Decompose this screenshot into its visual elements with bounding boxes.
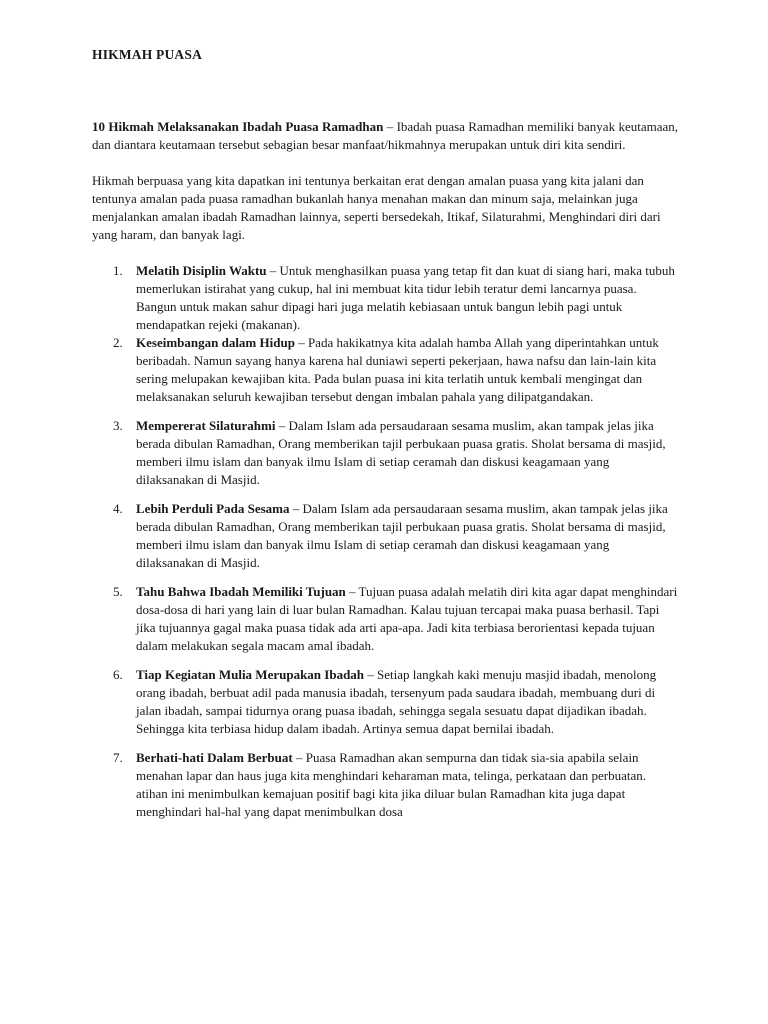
intro-text: – Ibadah puasa Ramadhan memiliki banyak keutamaan, dan diantara keutamaan tersebut sebagian besar manfaat/hikmahnya merupakan untuk diri kita sendiri. [92,119,678,152]
item-number: 7. [113,750,123,765]
item-title: Keseimbangan dalam Hidup [136,335,295,350]
item-number: 3. [113,418,123,433]
item-number: 2. [113,335,123,350]
item-title: Melatih Disiplin Waktu [136,263,267,278]
item-number: 5. [113,584,123,599]
list-item [92,417,678,489]
item-text: – Tujuan puasa adalah melatih diri kita agar dapat menghindari dosa-dosa di hari yang lain di luar bulan Ramadhan. Kalau tujuan tercapai maka puasa berhasil. Tapi jika tujuannya gagal maka puasa tidak ada arti apa-apa. Jadi kita terbiasa berorientasi kepada tujuan dalam melakukan segala macam amal ibadah. [136,584,678,653]
item-title: Mempererat Silaturahmi [136,418,276,433]
item-number: 1. [113,263,123,278]
body-paragraph: Hikmah berpuasa yang kita dapatkan ini tentunya berkaitan erat dengan amalan puasa yang kita jalani dan tentunya amalan pada puasa ramadhan bukanlah hanya menahan makan dan minum saja, melainkan juga menjalankan amalan ibadah Ramadhan lainnya, seperti bersedekah, Itikaf, Silaturahmi, Menghindari diri dari yang haram, dan banyak lagi. [92,173,661,242]
item-text: – Pada hakikatnya kita adalah hamba Allah yang diperintahkan untuk beribadah. Namun sayang hanya karena hal duniawi seperti pekerjaan, hawa nafsu dan lain-lain kita sering melupakan kewajiban kita. Pada bulan puasa ini kita terlatih untuk kembali mengingat dan melaksanakan seluruh kewajiban tersebut dengan imbalan pahala yang dilipatgandakan. [136,335,659,404]
item-title: Tiap Kegiatan Mulia Merupakan Ibadah [136,667,365,682]
item-text: – Dalam Islam ada persaudaraan sesama muslim, akan tampak jelas jika berada dibulan Ramadhan, Orang memberikan tajil perbukaan puasa gratis. Sholat bersama di masjid, memberi ilmu islam dan banyak ilmu Islam di setiap ceramah dan diskusi keagamaan yang dilaksanakan di Masjid. [136,418,666,487]
list-item [92,262,678,334]
list-item [92,666,678,738]
list-item [92,749,678,821]
list-item [92,500,678,572]
item-number: 4. [113,501,123,516]
document-title: HIKMAH PUASA [92,47,203,62]
item-title: Berhati-hati Dalam Berbuat [136,750,293,765]
item-number: 6. [113,667,123,682]
list-item [92,334,678,406]
item-title: Lebih Perduli Pada Sesama [136,501,290,516]
list-item [92,583,678,655]
document-page [92,46,678,821]
item-text: – Untuk menghasilkan puasa yang tetap fit dan kuat di siang hari, maka tubuh memerlukan istirahat yang cukup, hal ini membuat kita tidur lebih teratur demi lancarnya puasa. Bangun untuk makan sahur dipagi hari juga melatih kebiasaan untuk bangun lebih pagi untuk mendapatkan rejeki (makanan). [136,263,675,332]
intro-heading: 10 Hikmah Melaksanakan Ibadah Puasa Ramadhan [92,119,384,134]
item-text: – Setiap langkah kaki menuju masjid ibadah, menolong orang ibadah, berbuat adil pada manusia ibadah, tersenyum pada saudara ibadah, membuang duri di jalan ibadah, sampai tidurnya orang puasa ibadah, sehingga segala sesuatu dapat dijadikan ibadah. Sehingga kita terbiasa hidup dalam ibadah. Artinya semua dapat bernilai ibadah. [136,667,657,736]
item-text: – Dalam Islam ada persaudaraan sesama muslim, akan tampak jelas jika berada dibulan Ramadhan, Orang memberikan tajil perbukaan puasa gratis. Sholat bersama di masjid, memberi ilmu islam dan banyak ilmu Islam di setiap ceramah dan diskusi keagamaan yang dilaksanakan di Masjid. [136,501,668,570]
hikmah-list [92,262,678,821]
intro-paragraph [92,118,678,154]
item-text: – Puasa Ramadhan akan sempurna dan tidak sia-sia apabila selain menahan lapar dan haus juga kita menghindari keharaman mata, telinga, perkataan dan perbuatan. atihan ini menimbulkan kemajuan positif bagi kita jika diluar bulan Ramadhan kita juga dapat menghindari hal-hal yang dapat menimbulkan dosa [136,750,647,819]
item-title: Tahu Bahwa Ibadah Memiliki Tujuan [136,584,346,599]
